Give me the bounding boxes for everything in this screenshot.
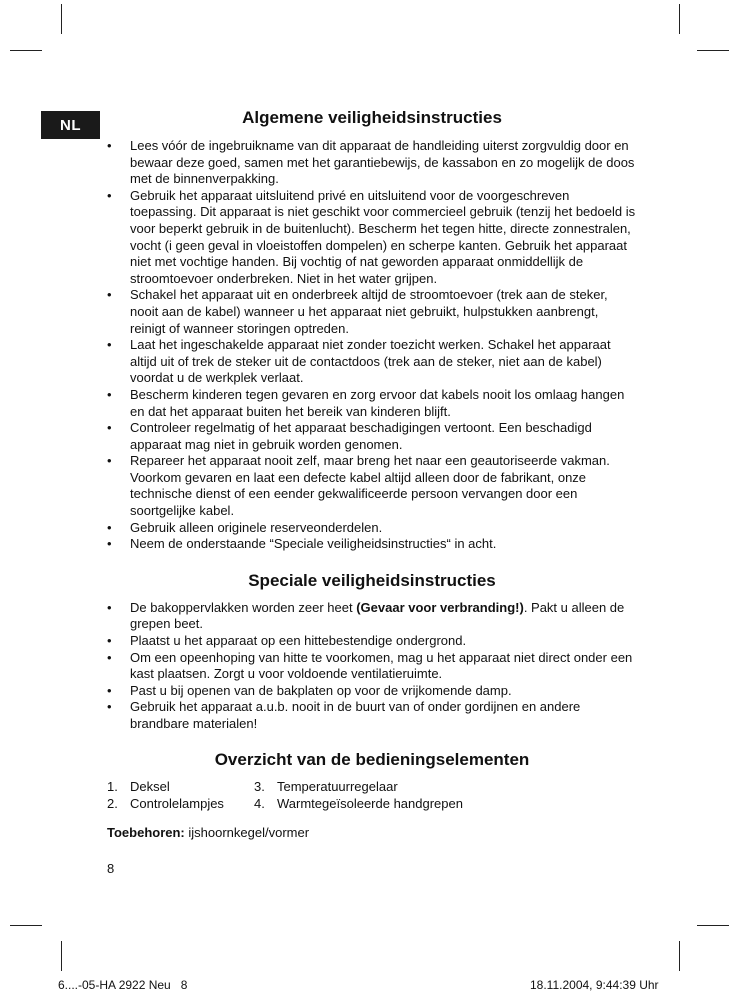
- control-item: [254, 778, 514, 795]
- general-safety-list: [107, 138, 637, 553]
- accessories-line: [107, 824, 637, 841]
- list-item: • Controleer regelmatig of het apparaat beschadigingen vertoont. Een beschadigd apparaat mag niet in gebruik worden genomen.: [107, 420, 637, 453]
- list-item: • Neem de onderstaande “Speciale veiligheidsinstructies“ in acht.: [107, 536, 637, 553]
- text-segment: De bakoppervlakken worden zeer heet: [130, 599, 357, 615]
- control-label: Deksel: [130, 778, 170, 794]
- list-item: • Repareer het apparaat nooit zelf, maar breng het naar een geautoriseerde vakman. Voorkom gevaren en laat een defecte kabel altijd alleen door de fabrikant, onze technische dienst of een eender gekwalificeerde persoon vervangen door een soortgelijke kabel.: [107, 453, 637, 519]
- list-item: • Om een opeenhoping van hitte te voorkomen, mag u het apparaat niet direct onder een kast plaatsen. Zorgt u voor voldoende ventilatieruimte.: [107, 650, 637, 683]
- list-item: • Gebruik het apparaat a.u.b. nooit in de buurt van of onder gordijnen en andere brandbare materialen!: [107, 699, 637, 732]
- crop-mark: [61, 4, 62, 34]
- accessories-label: Toebehoren:: [107, 824, 185, 840]
- special-safety-list: [107, 600, 637, 733]
- crop-mark: [697, 50, 729, 51]
- crop-mark: [679, 4, 680, 34]
- control-item: [107, 778, 254, 795]
- list-item: • Past u bij openen van de bakplaten op voor de vrijkomende damp.: [107, 683, 637, 700]
- control-number: 3.: [254, 778, 265, 794]
- text-segment: . Pakt u alleen de grepen beet.: [130, 599, 625, 632]
- crop-mark: [679, 941, 680, 971]
- section-title-general-safety: Algemene veiligheidsinstructies: [242, 108, 502, 127]
- control-label: Warmtegeïsoleerde handgrepen: [277, 795, 463, 811]
- page-number: 8: [107, 860, 115, 876]
- list-item: • Plaatst u het apparaat op een hittebestendige ondergrond.: [107, 633, 637, 650]
- control-number: 1.: [107, 778, 118, 794]
- burn-warning: (Gevaar voor verbranding!): [356, 599, 524, 615]
- control-label: Controlelampjes: [130, 795, 224, 811]
- list-item: [107, 600, 637, 633]
- footer-right: 18.11.2004, 9:44:39 Uhr: [530, 978, 659, 992]
- list-item: • Gebruik alleen originele reserveonderdelen.: [107, 520, 637, 537]
- control-label: Temperatuurregelaar: [277, 778, 398, 794]
- control-number: 4.: [254, 795, 265, 811]
- footer-left: 6....-05-HA 2922 Neu 8: [58, 978, 188, 992]
- list-item: • Gebruik het apparaat uitsluitend privé en uitsluitend voor de voorgeschreven toepassing. Dit apparaat is niet geschikt voor commercieel gebruik (tenzij het bedoeld is voor beperkt gebruik in de buitenlucht). Bescherm het tegen hitte, directe zonnestralen, vocht (i geen geval in vloeistoffen dompelen) en scherpe kanten. Gebruik het apparaat niet met vochtige handen. Bij vochtig of nat geworden apparaat onmiddellijk de stroomtoevoer onderbreken. Niet in het water grijpen.: [107, 188, 637, 288]
- control-item: [107, 795, 254, 812]
- crop-mark: [61, 941, 62, 971]
- controls-list: [107, 778, 637, 812]
- control-number: 2.: [107, 795, 118, 811]
- crop-mark: [697, 925, 729, 926]
- list-item: • Schakel het apparaat uit en onderbreek altijd de stroomtoevoer (trek aan de steker, nooit aan de kabel) wanneer u het apparaat niet gebruikt, hulpstukken aanbrengt, reinigt of wanneer storingen optreden.: [107, 287, 637, 337]
- crop-mark: [10, 50, 42, 51]
- list-item: • Bescherm kinderen tegen gevaren en zorg ervoor dat kabels nooit los omlaag hangen en dat het apparaat buiten het bereik van kinderen blijft.: [107, 387, 637, 420]
- section-title-special-safety: Speciale veiligheidsinstructies: [248, 570, 496, 590]
- page-content: [107, 107, 637, 876]
- section-title-controls-overview: Overzicht van de bedieningselementen: [214, 749, 530, 769]
- accessories-value: ijshoornkegel/vormer: [184, 824, 310, 840]
- control-item: [254, 795, 514, 812]
- list-item: • Laat het ingeschakelde apparaat niet zonder toezicht werken. Schakel het apparaat altijd uit of trek de steker uit de contactdoos (trek aan de steker, niet aan de kabel) voordat u de werkplek verlaat.: [107, 337, 637, 387]
- crop-mark: [10, 925, 42, 926]
- language-tab: NL: [41, 111, 100, 139]
- list-item: • Lees vóór de ingebruikname van dit apparaat de handleiding uiterst zorgvuldig door en bewaar deze goed, samen met het garantiebewijs, de kassabon en zo mogelijk de doos met de binnenverpakking.: [107, 138, 637, 188]
